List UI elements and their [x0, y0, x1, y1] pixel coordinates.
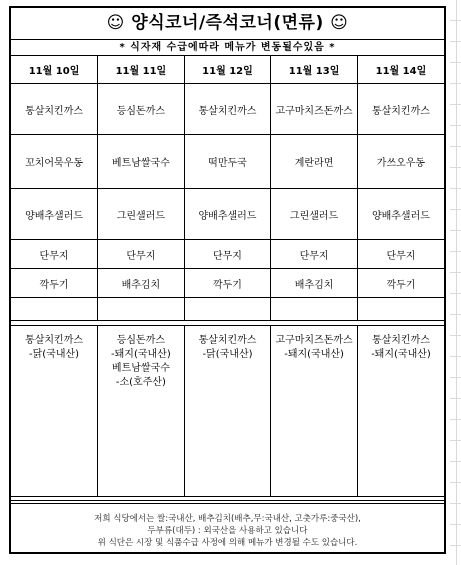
date-header-cell: 11월 11일: [98, 56, 185, 84]
menu-cell: 베트남쌀국수: [98, 135, 185, 189]
menu-cell: 단무지: [184, 240, 271, 269]
menu-cell: 단무지: [357, 240, 444, 269]
menu-cell: 깍두기: [357, 269, 444, 298]
origin-cell: [271, 326, 358, 497]
origin-disclaimer: [11, 500, 444, 552]
menu-cell: 양배추샐러드: [11, 189, 98, 240]
menu-cell: [98, 298, 185, 321]
menu-cell: 깍두기: [184, 269, 271, 298]
menu-cell: 통살치킨까스: [11, 84, 98, 135]
menu-cell: 통살치킨까스: [184, 84, 271, 135]
menu-cell: 고구마치즈돈까스: [271, 84, 358, 135]
origin-cell: [184, 326, 271, 497]
menu-cell: [184, 298, 271, 321]
menu-cell: 깍두기: [11, 269, 98, 298]
origin-line: -닭(국내산): [29, 349, 80, 360]
menu-cell: 통살치킨까스: [357, 84, 444, 135]
menu-cell: 꼬치어묵우동: [11, 135, 98, 189]
date-header-cell: 11월 14일: [357, 56, 444, 84]
origin-row: [11, 326, 444, 497]
menu-sheet: [9, 6, 446, 554]
origin-line: -돼지(국내산): [284, 349, 344, 360]
date-header-row: [11, 56, 444, 84]
origin-cell: [357, 326, 444, 497]
origin-line: 통살치킨까스: [371, 335, 430, 346]
table-row: [11, 135, 444, 189]
disclaimer-line: 저희 식당에서는 쌀:국내산, 배추김치(배추,무:국내산, 고춧가루:중국산),: [94, 514, 361, 524]
origin-line: -돼지(국내산): [111, 349, 171, 360]
origin-cell: [11, 326, 98, 497]
table-row: [11, 189, 444, 240]
menu-cell: 배추김치: [271, 269, 358, 298]
origin-line: -소(호주산): [115, 377, 166, 388]
menu-cell: [11, 298, 98, 321]
table-row: [11, 298, 444, 321]
table-row: [11, 84, 444, 135]
menu-cell: 양배추샐러드: [184, 189, 271, 240]
menu-cell: 양배추샐러드: [357, 189, 444, 240]
date-header-cell: 11월 12일: [184, 56, 271, 84]
menu-cell: 등심돈까스: [98, 84, 185, 135]
origin-cell: [98, 326, 185, 497]
origin-line: 통살치킨까스: [198, 335, 257, 346]
menu-cell: 단무지: [98, 240, 185, 269]
menu-cell: 그린샐러드: [271, 189, 358, 240]
weekly-menu-table: [11, 55, 444, 497]
origin-line: 통살치킨까스: [25, 335, 84, 346]
disclaimer-line: 위 식단은 시장 및 식품수급 사정에 의해 메뉴가 변경될 수도 있습니다.: [97, 538, 358, 548]
origin-line: 베트남쌀국수: [111, 363, 170, 374]
menu-cell: 단무지: [271, 240, 358, 269]
menu-cell: [357, 298, 444, 321]
notice-banner: * 식자재 수급에따라 메뉴가 변동될수있음 *: [11, 39, 444, 56]
date-header-cell: 11월 10일: [11, 56, 98, 84]
page-title: ☺ 양식코너/즉석코너(면류) ☺: [106, 13, 349, 33]
spreadsheet-gridlines: [450, 0, 461, 565]
menu-cell: 단무지: [11, 240, 98, 269]
menu-cell: 떡만두국: [184, 135, 271, 189]
origin-line: 등심돈까스: [116, 335, 166, 346]
origin-line: -닭(국내산): [202, 349, 253, 360]
menu-cell: 그린샐러드: [98, 189, 185, 240]
origin-line: -돼지(국내산): [371, 349, 431, 360]
menu-cell: [271, 298, 358, 321]
disclaimer-line: 두부류(대두) : 외국산을 사용하고 있습니다: [147, 526, 308, 536]
origin-line: 고구마치즈돈까스: [275, 335, 353, 346]
table-row: [11, 269, 444, 298]
table-row: [11, 240, 444, 269]
date-header-cell: 11월 13일: [271, 56, 358, 84]
menu-cell: 배추김치: [98, 269, 185, 298]
menu-cell: 가쓰오우동: [357, 135, 444, 189]
menu-cell: 계란라면: [271, 135, 358, 189]
